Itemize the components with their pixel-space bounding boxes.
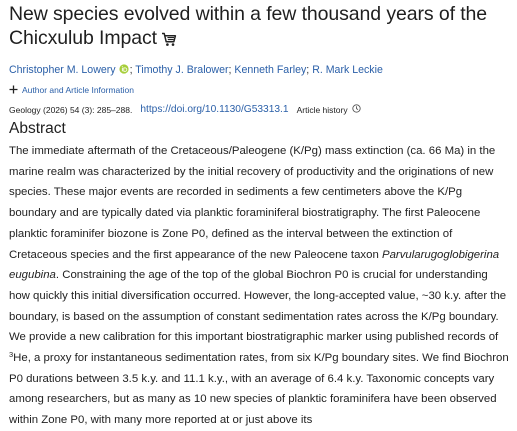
author-separator: ; (228, 64, 232, 76)
author-info-toggle[interactable] (9, 85, 514, 95)
author-link-bralower[interactable]: Timothy J. Bralower (135, 64, 229, 76)
abstract-text-part-2: . Constraining the age of the top of the global Biochron P0 is crucial for understanding how quickly this initial diversification occurred. However, the long-accepted value, ~30 k.y. after the boundary, is based on the assumption of constant sedimentation rates across the K/Pg boundary. We provide a new calibration for this important biostratigraphic marker using published records of (9, 269, 507, 344)
article-history-label: Article history (296, 105, 348, 115)
isotope-superscript: 3 (9, 350, 14, 360)
clock-icon (352, 104, 361, 115)
citation-text: Geology (2026) 54 (3): 285–288. (9, 104, 133, 115)
taxon-name: Parvularugoglobigerina eugubina (9, 248, 500, 282)
article-history-toggle[interactable] (297, 104, 361, 115)
citation-bar (9, 104, 514, 115)
doi-link[interactable]: https://doi.org/10.1130/G53313.1 (140, 104, 289, 115)
author-separator: ; (129, 64, 133, 76)
author-separator: ; (306, 64, 310, 76)
author-list (9, 64, 514, 77)
author-link-leckie[interactable]: R. Mark Leckie (312, 64, 383, 76)
author-link-farley[interactable]: Kenneth Farley (234, 64, 307, 76)
abstract-body (9, 141, 509, 431)
abstract-text-part-3: He, a proxy for instantaneous sedimentation rates, from six K/Pg boundary sites. We find Biochron P0 durations between 3.5 k.y. and 11.1 k.y., with an average of 6.4 k.y. Taxonomic concepts vary among researchers, but as many as 10 new species of planktic foraminifera have been observed within Zone P0, with many more reported at or just above its (9, 352, 509, 427)
author-info-label: Author and Article Information (22, 85, 134, 95)
shopping-cart-icon[interactable] (161, 29, 177, 53)
orcid-icon[interactable] (119, 64, 129, 77)
abstract-heading: Abstract (9, 120, 66, 137)
author-link-lowery[interactable]: Christopher M. Lowery (9, 64, 116, 76)
plus-icon (9, 85, 18, 95)
article-header (9, 0, 514, 431)
article-title (9, 2, 514, 53)
abstract-text-part-1: The immediate aftermath of the Cretaceous/Paleogene (K/Pg) mass extinction (ca. 66 Ma) in the marine realm was characterized by the initial recovery of productivity and the originations of new species. These major events are recorded in sediments a few centimeters above the K/Pg boundary and are typically dated via planktic foraminiferal biostratigraphy. The first Paleocene planktic foraminifer biozone is Zone P0, defined as the interval between the extinction of Cretaceous species and the first appearance of the new Paleocene taxon (9, 145, 496, 261)
article-title-text: New species evolved within a few thousand years of the Chicxulub Impact (9, 3, 488, 49)
